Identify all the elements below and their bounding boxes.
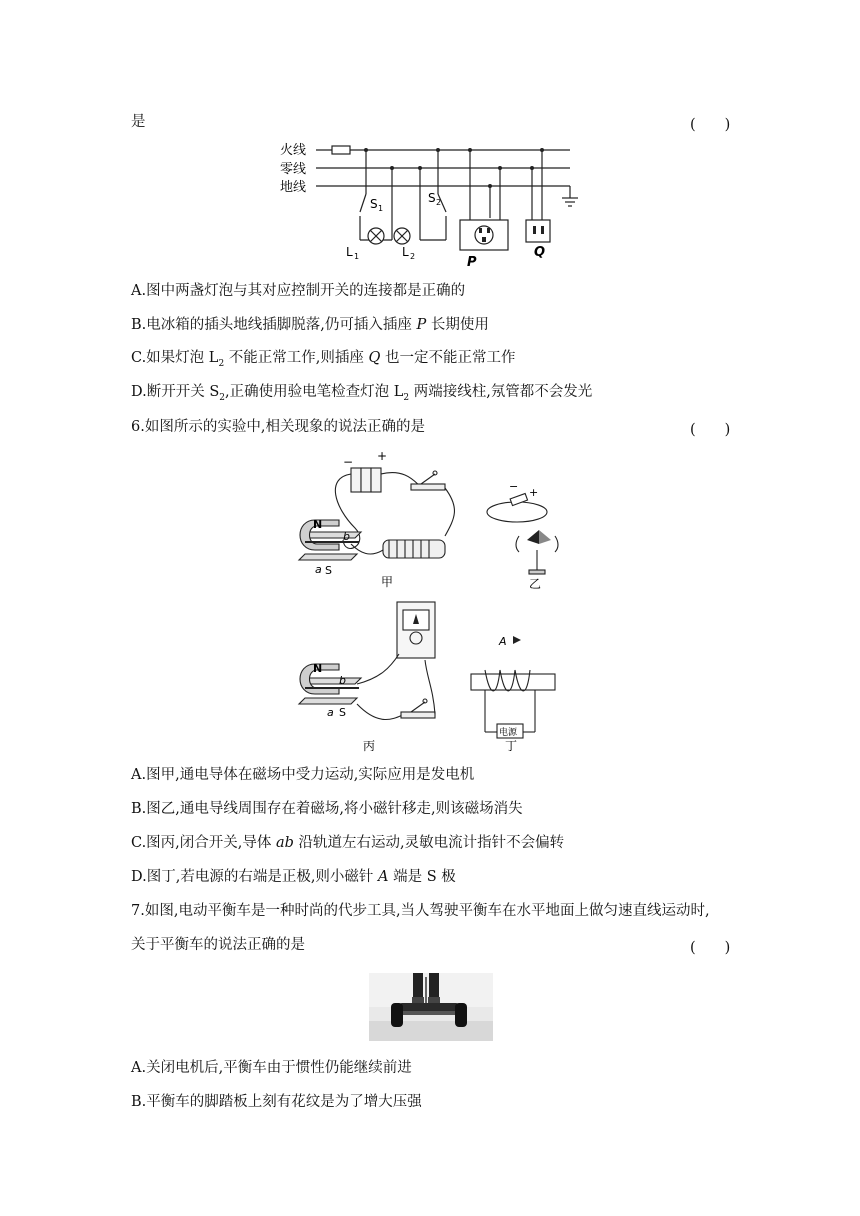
label-yi: 乙 bbox=[529, 577, 542, 591]
bing-conductor-b: b bbox=[339, 674, 346, 687]
electromagnetism-experiments-figure bbox=[285, 448, 585, 758]
q5-option-b[interactable]: B.电冰箱的插头地线插脚脱落,仍可插入插座 P 长期使用 bbox=[131, 317, 489, 333]
jia-magnet-s: S bbox=[325, 564, 332, 577]
switch-s1-sub: 1 bbox=[378, 204, 384, 213]
power-supply-label: 电源 bbox=[499, 728, 518, 738]
yi-minus: − bbox=[509, 480, 519, 493]
q7-option-b[interactable]: B.平衡车的脚踏板上刻有花纹是为了增大压强 bbox=[131, 1094, 422, 1110]
battery-minus: − bbox=[343, 455, 354, 469]
lamp-l1-label: L bbox=[346, 245, 353, 259]
q7-option-a[interactable]: A.关闭电机后,平衡车由于惯性仍能继续前进 bbox=[131, 1060, 412, 1076]
bing-magnet-n: N bbox=[313, 662, 323, 675]
q5-answer-paren: ( ) bbox=[690, 117, 731, 133]
label-ding: 丁 bbox=[505, 739, 518, 753]
q5-option-a[interactable]: A.图中两盏灯泡与其对应控制开关的连接都是正确的 bbox=[131, 283, 466, 299]
jia-magnet-n: N bbox=[313, 518, 323, 531]
switch-s2-sub: 2 bbox=[436, 198, 442, 207]
lamp-l2-label: L bbox=[402, 245, 409, 259]
ground-wire-label: 地线 bbox=[280, 180, 307, 195]
battery-plus: + bbox=[377, 449, 388, 463]
socket-q-label: Q bbox=[534, 245, 546, 260]
needle-a-label: A bbox=[499, 635, 507, 648]
q6-option-d[interactable]: D.图丁,若电源的右端是正极,则小磁针 A 端是 S 极 bbox=[131, 869, 456, 885]
q7-answer-paren: ( ) bbox=[690, 940, 731, 956]
switch-s1-label: S bbox=[370, 197, 378, 211]
bing-magnet-s: S bbox=[339, 706, 346, 719]
q6-option-c[interactable]: C.图丙,闭合开关,导体 ab 沿轨道左右运动,灵敏电流计指针不会偏转 bbox=[131, 835, 565, 851]
neutral-wire-label: 零线 bbox=[280, 162, 307, 177]
q5-stem-tail: 是 bbox=[131, 114, 146, 130]
label-jia: 甲 bbox=[381, 575, 394, 589]
switch-s2-label: S bbox=[428, 191, 436, 205]
q6-option-a[interactable]: A.图甲,通电导体在磁场中受力运动,实际应用是发电机 bbox=[131, 767, 475, 783]
yi-plus: + bbox=[529, 486, 539, 499]
socket-p-label: P bbox=[467, 255, 477, 266]
lamp-l1-sub: 1 bbox=[354, 252, 360, 261]
q6-answer-paren: ( ) bbox=[690, 422, 731, 438]
balance-scooter-photo bbox=[369, 973, 493, 1041]
bing-conductor-a: a bbox=[327, 706, 334, 719]
household-circuit-figure bbox=[280, 136, 580, 266]
jia-conductor-b: b bbox=[343, 530, 350, 543]
jia-conductor-a: a bbox=[315, 563, 322, 576]
lamp-l2-sub: 2 bbox=[410, 252, 416, 261]
live-wire-label: 火线 bbox=[280, 143, 307, 158]
q5-option-d[interactable]: D.断开开关 $S_2$,正确使用验电笔检查灯泡 $L_2$ 两端接线柱,氖管都不会发光 bbox=[131, 384, 593, 403]
q6-stem: 6.如图所示的实验中,相关现象的说法正确的是 bbox=[131, 419, 425, 435]
q7-stem-line1: 7.如图,电动平衡车是一种时尚的代步工具,当人驾驶平衡车在水平地面上做匀速直线运动时, bbox=[131, 903, 710, 919]
q6-option-b[interactable]: B.图乙,通电导线周围存在着磁场,将小磁针移走,则该磁场消失 bbox=[131, 801, 523, 817]
q5-option-c[interactable]: C.如果灯泡 $L_2$ 不能正常工作,则插座 Q 也一定不能正常工作 bbox=[131, 350, 516, 369]
q7-stem-line2: 关于平衡车的说法正确的是 bbox=[131, 937, 305, 953]
label-bing: 丙 bbox=[363, 739, 376, 753]
